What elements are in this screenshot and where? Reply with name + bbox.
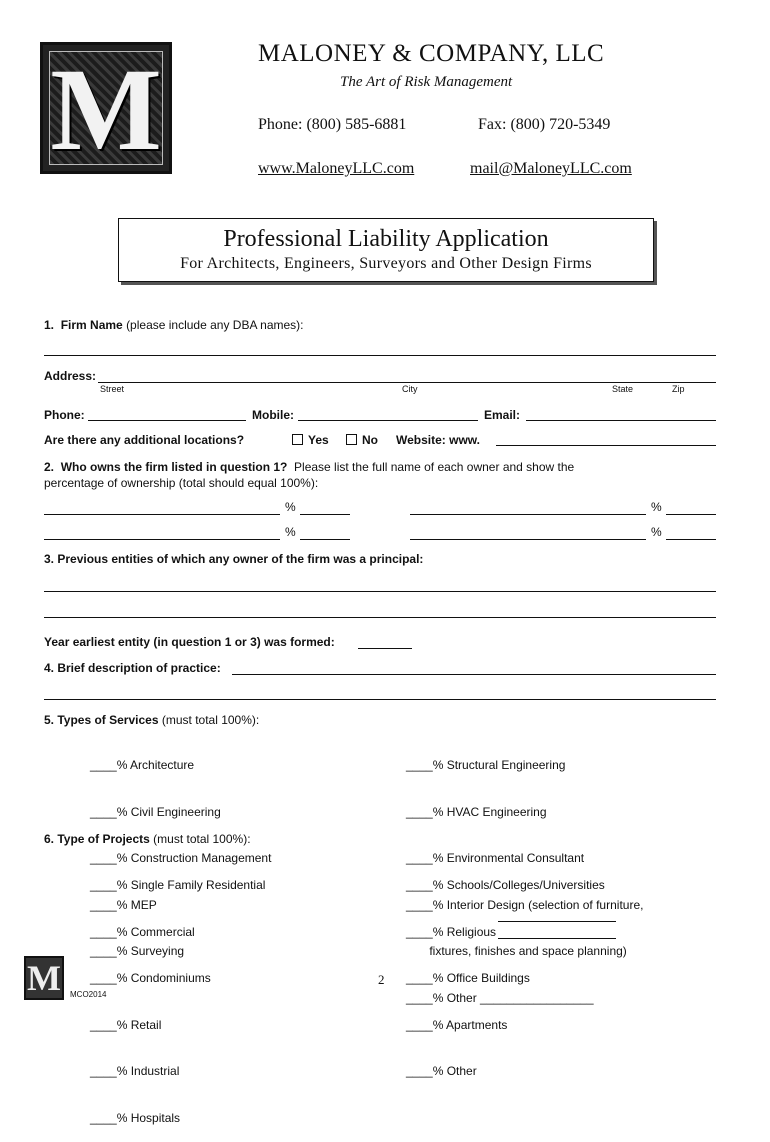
- fax-number: Fax: (800) 720-5349: [478, 116, 611, 133]
- city-caption: City: [402, 384, 418, 394]
- service-item[interactable]: ____% Surveying: [90, 944, 185, 958]
- owner-pct-sign-1: %: [285, 500, 296, 514]
- email-label: Email:: [484, 408, 521, 422]
- projects-right-list: [406, 847, 605, 1095]
- q4-text: 4. Brief description of practice:: [44, 661, 221, 675]
- q2-text-line2: percentage of ownership (total should equal 100%):: [44, 476, 319, 490]
- website-label: Website: www.: [396, 433, 481, 447]
- company-name: MALONEY & COMPANY, LLC: [258, 40, 605, 67]
- q5-heading: 5. Types of Services (must total 100%):: [44, 713, 260, 727]
- service-item[interactable]: ____% Construction Management: [90, 851, 272, 865]
- owner-pct-sign-2: %: [651, 500, 662, 514]
- owner-name-4[interactable]: [410, 539, 646, 540]
- owner-pct-1[interactable]: [300, 514, 350, 515]
- locations-question: Are there any additional locations?: [44, 433, 245, 447]
- q1-firm-name: Firm Name: [60, 318, 123, 332]
- project-item[interactable]: ____% Religious: [406, 924, 497, 939]
- phone-number: Phone: (800) 585-6881: [258, 116, 407, 133]
- service-item[interactable]: ____% MEP: [90, 897, 157, 912]
- project-item[interactable]: ____% Condominiums: [90, 971, 211, 985]
- state-caption: State: [612, 384, 634, 394]
- project-item[interactable]: ____% Other: [406, 1064, 477, 1078]
- footer-logo: [24, 956, 64, 1000]
- project-item[interactable]: ____% Commercial: [90, 924, 195, 939]
- owner-pct-sign-4: %: [651, 525, 662, 539]
- zip-caption: Zip: [672, 384, 685, 394]
- practice-description-field-1[interactable]: [232, 674, 716, 675]
- email-link[interactable]: mail@MaloneyLLC.com: [470, 160, 632, 177]
- year-formed-field[interactable]: [358, 648, 412, 649]
- previous-entities-field-1[interactable]: [44, 591, 716, 592]
- logo-letter: M: [50, 44, 162, 174]
- project-item[interactable]: ____% Apartments: [406, 1017, 508, 1032]
- mobile-label: Mobile:: [252, 408, 294, 422]
- project-other-field-1[interactable]: [498, 921, 616, 922]
- project-item[interactable]: ____% Hospitals: [90, 1110, 181, 1125]
- project-item[interactable]: ____% Single Family Residential: [90, 878, 266, 892]
- owner-pct-2[interactable]: [666, 514, 716, 515]
- project-item[interactable]: ____% Retail: [90, 1017, 162, 1032]
- phone-label: Phone:: [44, 408, 85, 422]
- year-formed-label: Year earliest entity (in question 1 or 3) was formed:: [44, 635, 335, 649]
- service-item-other[interactable]: ____% Other _________________: [406, 990, 594, 1005]
- q2-text: 2. Who owns the firm listed in question 1? Please list the full name of each owner and show the: [44, 460, 575, 474]
- website-link[interactable]: www.MaloneyLLC.com: [258, 160, 415, 177]
- yes-checkbox[interactable]: [292, 434, 303, 445]
- previous-entities-field-2[interactable]: [44, 617, 716, 618]
- q1-label: 1. Firm Name (please include any DBA names):: [44, 318, 304, 332]
- service-item[interactable]: ____% HVAC Engineering: [406, 804, 547, 819]
- form-code: MCO2014: [70, 990, 107, 999]
- street-caption: Street: [100, 384, 125, 394]
- service-item[interactable]: ____% Civil Engineering: [90, 804, 221, 819]
- project-item[interactable]: ____% Schools/Colleges/Universities: [406, 878, 605, 892]
- service-item[interactable]: ____% Structural Engineering: [406, 758, 566, 772]
- company-logo: [40, 42, 172, 174]
- q6-heading: 6. Type of Projects (must total 100%):: [44, 832, 251, 846]
- service-item-continued: fixtures, finishes and space planning): [406, 944, 627, 958]
- service-item[interactable]: ____% Environmental Consultant: [406, 851, 585, 865]
- email-field[interactable]: [526, 420, 716, 421]
- title-box: [118, 218, 654, 282]
- company-tagline: The Art of Risk Management: [340, 74, 513, 90]
- address-label: Address:: [44, 369, 97, 383]
- mobile-field[interactable]: [298, 420, 478, 421]
- service-item[interactable]: ____% Architecture: [90, 758, 195, 772]
- service-item[interactable]: ____% Interior Design (selection of furniture,: [406, 897, 644, 912]
- project-item[interactable]: ____% Office Buildings: [406, 971, 530, 985]
- yes-option[interactable]: Yes: [292, 433, 329, 447]
- project-item[interactable]: ____% Industrial: [90, 1064, 180, 1078]
- no-checkbox[interactable]: [346, 434, 357, 445]
- projects-left-list: [90, 847, 265, 1142]
- firm-name-field[interactable]: [44, 355, 716, 356]
- owner-name-3[interactable]: [44, 539, 280, 540]
- owner-name-2[interactable]: [410, 514, 646, 515]
- page-number: 2: [378, 972, 385, 987]
- owner-name-1[interactable]: [44, 514, 280, 515]
- website-field[interactable]: [496, 445, 716, 446]
- address-field[interactable]: [98, 382, 716, 383]
- owner-pct-sign-3: %: [285, 525, 296, 539]
- q3-text: 3. Previous entities of which any owner of the firm was a principal:: [44, 552, 424, 566]
- form-title: Professional Liability Application: [223, 226, 549, 252]
- no-option[interactable]: No: [346, 433, 378, 447]
- q1-note: (please include any DBA names):: [126, 318, 304, 332]
- project-other-field-2[interactable]: [498, 938, 616, 939]
- owner-pct-3[interactable]: [300, 539, 350, 540]
- practice-description-field-2[interactable]: [44, 699, 716, 700]
- form-subtitle: For Architects, Engineers, Surveyors and Other Design Firms: [180, 255, 592, 272]
- phone-field[interactable]: [88, 420, 246, 421]
- footer-logo-letter: M: [27, 958, 61, 998]
- owner-pct-4[interactable]: [666, 539, 716, 540]
